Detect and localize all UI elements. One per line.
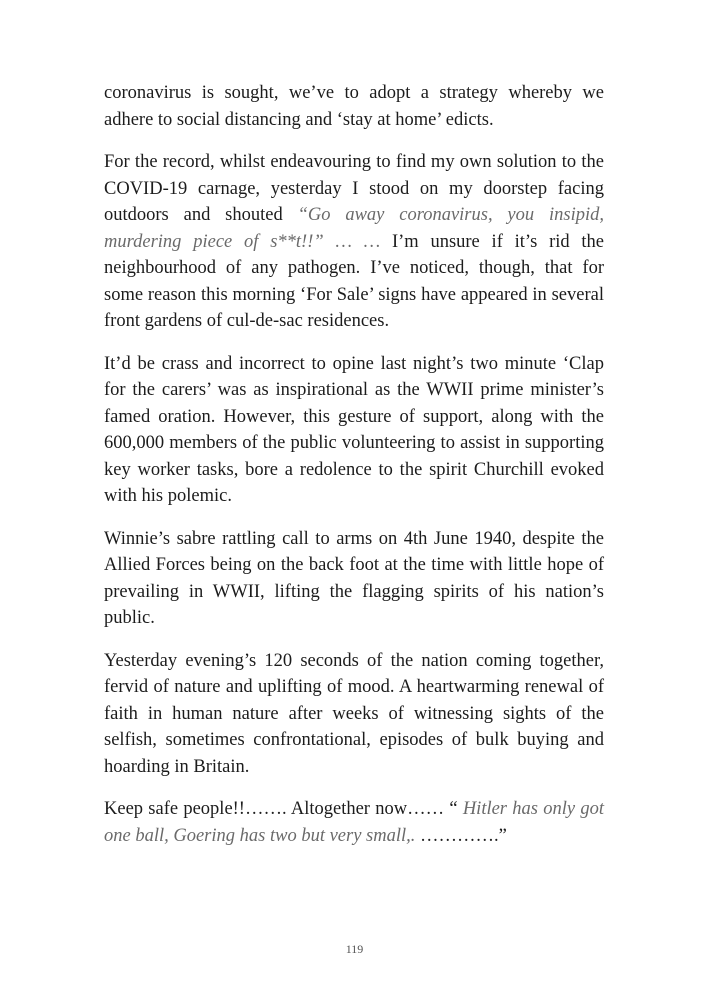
- page-body: [104, 80, 604, 865]
- paragraph-1: coronavirus is sought, we’ve to adopt a strategy whereby we adhere to social distancing and ‘stay at home’ edicts.: [104, 83, 604, 130]
- paragraph-6-text-after: ………….”: [415, 825, 507, 846]
- paragraph-2-text-before: For the record, whilst endeavouring to find my own solution to the COVID-19 carnage, yesterday I stood on my doorstep facing outdoors and shouted: [104, 152, 604, 225]
- paragraph-2: [104, 149, 604, 335]
- paragraph-6: [104, 796, 604, 849]
- paragraph-4: Winnie’s sabre rattling call to arms on 4th June 1940, despite the Allied Forces being on the back foot at the time with little hope of prevailing in WWII, lifting the flagging spirits of his nation’s public.: [104, 528, 604, 628]
- page-number: 119: [345, 942, 364, 956]
- paragraph-5: Yesterday evening’s 120 seconds of the nation coming together, fervid of nature and uplifting of mood. A heartwarming renewal of faith in human nature after weeks of witnessing sights of the selfish, sometimes confrontational, episodes of bulk buying and hoarding in Britain.: [104, 650, 604, 777]
- paragraph-2-quote: “Go away coronavirus, you insipid, murdering piece of s**t!!” … …: [104, 205, 604, 252]
- paragraph-3: It’d be crass and incorrect to opine last night’s two minute ‘Clap for the carers’ was as inspirational as the WWII prime minister’s famed oration. However, this gesture of support, along with the 600,000 members of the public volunteering to assist in supporting key worker tasks, bore a redolence to the spirit Churchill evoked with his polemic.: [104, 353, 604, 506]
- paragraph-2-text-after: I’m unsure if it’s rid the neighbourhood of any pathogen. I’ve noticed, though, that for some reason this morning ‘For Sale’ signs have appeared in several front gardens of cul-de-sac residences.: [104, 231, 605, 331]
- paragraph-6-text-before: Keep safe people!!……. Altogether now…… “: [104, 799, 463, 819]
- paragraph-6-quote: Hitler has only got one ball, Goering has two but very small,.: [104, 799, 604, 846]
